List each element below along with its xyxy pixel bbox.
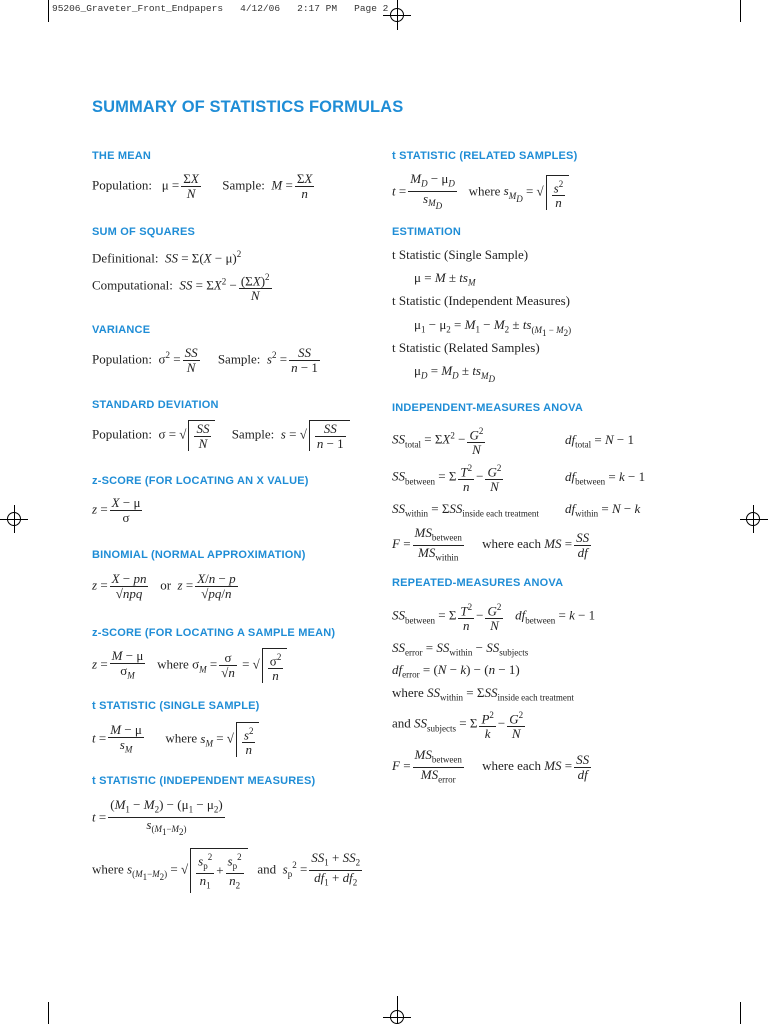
- formula-rm-ss-within: where $SS_{within} = \Sigma SS_{inside each treatment}$: [392, 685, 574, 703]
- formula-ss-subjects: and $SS_{subjects} = \Sigma$ $\frac{P^2}{k}$ − $\frac{G^2}{N}$: [392, 710, 524, 742]
- formula-ss-total: $SS_{total} = \Sigma X^2$ − $\frac{G^2}{N}$: [392, 426, 484, 458]
- heading-repeated-anova: REPEATED-MEASURES ANOVA: [392, 577, 564, 589]
- formula-ss-within: $SS_{within} = \Sigma SS_{inside each treatment}$: [392, 501, 539, 519]
- formula-f-independent: F = $MS_{between}$ $MS_{within}$ where each MS = $\frac{SS}{df}$: [392, 525, 590, 563]
- formula-df-error: $df_{error} = (N - k) - (n - 1)$: [392, 662, 520, 680]
- formula-mean: Population: μ = $\frac{\Sigma X}{N}$ Sample: M = $\frac{\Sigma X}{n}$: [92, 171, 313, 201]
- print-slug: 95206_Graveter_Front_Endpapers 4/12/06 2:17 PM Page 2: [52, 3, 389, 14]
- formula-ss-definitional: Definitional: SS = $\Sigma(X - \mu)^2$: [92, 249, 242, 266]
- registration-mark-icon: [390, 8, 404, 22]
- formula-t-single-sample: t = $\frac{M - \mu}{s_M}$ where $s_M$ = √ $\frac{s^2}{n}$: [92, 722, 259, 757]
- formula-ss-error: $SS_{error} = SS_{within} - SS_{subjects}$: [392, 640, 529, 658]
- heading-t-independent: t STATISTIC (INDEPENDENT MEASURES): [92, 775, 316, 787]
- formula-binomial: z = X − pn √npq or z = $\frac{X/n - p}{√pq/n}$: [92, 571, 236, 601]
- heading-estimation: ESTIMATION: [392, 226, 462, 238]
- registration-mark-icon: [746, 512, 760, 526]
- heading-z-score-mean: z-SCORE (FOR LOCATING A SAMPLE MEAN): [92, 627, 336, 639]
- heading-variance: VARIANCE: [92, 324, 151, 336]
- crop-mark: [48, 1002, 49, 1024]
- formula-df-between: $df_{between} = k - 1$: [565, 469, 646, 487]
- formula-estimation-single: $\mu = M \pm ts_M$: [414, 270, 476, 288]
- page-title: SUMMARY OF STATISTICS FORMULAS: [92, 98, 404, 116]
- formula-ss-between: $SS_{between} = \Sigma$ $\frac{T^2}{n}$ − $\frac{G^2}{N}$: [392, 463, 502, 495]
- heading-binomial: BINOMIAL (NORMAL APPROXIMATION): [92, 549, 306, 561]
- formula-z-score-mean: z = $\frac{M - \mu}{\sigma_M}$ where $\sigma_M$ = $\frac{\sigma}{√n}$ = √ $\frac{\sigma^2}{n}$: [92, 648, 287, 683]
- registration-mark-icon: [7, 512, 21, 526]
- formula-t-independent: t = $\frac{(M_1 - M_2) - (\mu_1 - \mu_2)}{s_{(M_1-M_2)}}$: [92, 797, 223, 837]
- formula-estimation-independent: $\mu_1 - \mu_2 = M_1 - M_2 \pm ts_{(M_1 - M_2)}$: [414, 317, 572, 338]
- formula-z-score-x: z = $\frac{X - \mu}{\sigma}$: [92, 495, 141, 525]
- formula-variance: Population: $\sigma^2$ = $\frac{SS}{N}$ Sample: $s^2$ = $\frac{SS}{n - 1}$: [92, 345, 318, 375]
- crop-mark: [48, 0, 49, 22]
- formula-ss-computational: Computational: SS = $\Sigma X^2$ − $\frac{(\Sigma X)^2}{N}$: [92, 272, 270, 304]
- heading-independent-anova: INDEPENDENT-MEASURES ANOVA: [392, 402, 583, 414]
- crop-mark: [740, 0, 741, 22]
- heading-standard-deviation: STANDARD DEVIATION: [92, 399, 219, 411]
- formula-estimation-related: $\mu_D = M_D \pm ts_{M_D}$: [414, 363, 495, 384]
- formula-f-repeated: F = $MS_{between}$ $MS_{error}$ where each MS = $\frac{SS}{df}$: [392, 747, 590, 785]
- heading-mean: THE MEAN: [92, 150, 152, 162]
- formula-t-independent-se: where $s_{(M_1-M_2)}$ = √ $\frac{s_p^2}{n_1}$ + $\frac{s_p^2}{n_2}$ and $s_p^2$ = $\frac{SS_1 + SS_2}{df_1 + df_2}$: [92, 848, 364, 893]
- heading-sum-of-squares: SUM OF SQUARES: [92, 226, 196, 238]
- estimation-independent-label: t Statistic (Independent Measures): [392, 293, 570, 308]
- formula-df-total: $df_{total} = N - 1$: [565, 432, 634, 450]
- heading-t-related: t STATISTIC (RELATED SAMPLES): [392, 150, 578, 162]
- formula-standard-deviation: Population: σ = √ $\frac{SS}{N}$ Sample: s = √ $\frac{SS}{n - 1}$: [92, 420, 350, 451]
- formula-df-within: $df_{within} = N - k$: [565, 501, 641, 519]
- formula-rm-ss-between: $SS_{between} = \Sigma$ $\frac{T^2}{n}$ − $\frac{G^2}{N}$ $df_{between} = k - 1$: [392, 602, 596, 634]
- heading-z-score-x: z-SCORE (FOR LOCATING AN X VALUE): [92, 475, 309, 487]
- estimation-related-label: t Statistic (Related Samples): [392, 340, 540, 355]
- heading-t-single-sample: t STATISTIC (SINGLE SAMPLE): [92, 700, 260, 712]
- crop-mark: [740, 1002, 741, 1024]
- registration-mark-icon: [390, 1010, 404, 1024]
- formula-t-related: t = $M_D - \mu_D$ $s_{M_D}$ where $s_{M_D}$ = √ $\frac{s^2}{n}$: [392, 172, 569, 213]
- estimation-single-label: t Statistic (Single Sample): [392, 247, 529, 262]
